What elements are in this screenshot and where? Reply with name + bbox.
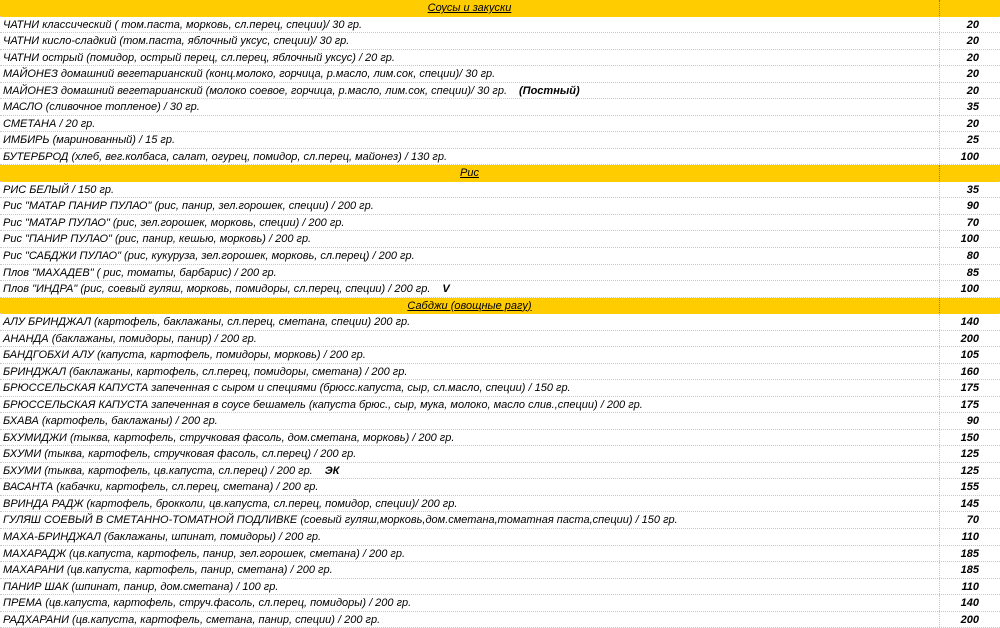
menu-item-price: 85 (966, 266, 979, 279)
section-price-cell (940, 165, 1000, 181)
menu-item-row (0, 66, 1000, 83)
menu-item-row (0, 512, 1000, 529)
menu-item-name: МАСЛО (сливочное топленое) / 30 гр. (3, 101, 200, 114)
menu-item-row (0, 546, 1000, 563)
section-header (0, 298, 1000, 315)
section-price-cell (940, 0, 1000, 16)
menu-item-price: 110 (961, 531, 979, 543)
menu-item-name: РАДХАРАНИ (цв.капуста, картофель, сметана, панир, специи) / 200 гр. (3, 613, 381, 626)
menu-item-name: БРЮССЕЛЬСКАЯ КАПУСТА запеченная с сыром и специями (брюсс.капуста, сыр, сл.масло, специи) / 150 гр. (3, 382, 571, 395)
menu-item-price: 175 (960, 382, 979, 395)
menu-item-price: 20 (966, 35, 979, 48)
menu-item-price: 20 (966, 117, 979, 130)
menu-item-price: 25 (966, 134, 979, 147)
menu-item-row (0, 364, 1000, 381)
menu-item-row (0, 231, 1000, 248)
menu-item-name: ГУЛЯШ СОЕВЫЙ В СМЕТАННО-ТОМАТНОЙ ПОДЛИВКЕ (соевый гуляш,морковь,дом.сметана,томатная паста,специи) / 150 гр. (3, 514, 678, 527)
menu-item-price: 20 (966, 18, 979, 31)
menu-item-row (0, 612, 1000, 628)
menu-item-price: 20 (966, 84, 979, 97)
menu-item-description (0, 579, 940, 595)
menu-item-row (0, 50, 1000, 67)
menu-item-name: МАХА-БРИНДЖАЛ (баклажаны, шпинат, помидоры) / 200 гр. (3, 531, 322, 543)
menu-item-description (0, 331, 940, 347)
menu-item-row (0, 149, 1000, 166)
menu-item-description (0, 281, 940, 297)
menu-item-description (0, 83, 940, 99)
menu-item-price: 175 (960, 398, 979, 411)
menu-item-row (0, 397, 1000, 414)
menu-item-price: 35 (966, 101, 979, 114)
menu-item-description (0, 231, 940, 247)
menu-item-row (0, 380, 1000, 397)
menu-item-description (0, 132, 940, 148)
menu-item-description (0, 612, 940, 628)
menu-item-price: 125 (960, 464, 979, 477)
menu-item-name: МАЙОНЕЗ домашний вегетарианский (молоко соевое, горчица, р.масло, лим.сок, специи)/ 30 гр. (3, 84, 508, 97)
menu-item-price: 70 (966, 514, 979, 527)
menu-item-description (0, 413, 940, 429)
menu-item-price: 155 (960, 481, 979, 494)
menu-item-name: РИС БЕЛЫЙ / 150 гр. (3, 183, 115, 196)
menu-item-description (0, 33, 940, 49)
menu-item-row (0, 529, 1000, 546)
menu-item-description (0, 50, 940, 66)
menu-item-name: БХАВА (картофель, баклажаны) / 200 гр. (3, 415, 218, 428)
menu-item-description (0, 248, 940, 264)
menu-item-row (0, 265, 1000, 282)
menu-item-description (0, 215, 940, 231)
menu-item-price: 200 (960, 613, 979, 626)
menu-item-description (0, 314, 940, 330)
menu-item-description (0, 463, 940, 479)
menu-item-row (0, 83, 1000, 100)
menu-item-description (0, 364, 940, 380)
menu-item-price: 185 (960, 564, 979, 577)
menu-item-name: АНАНДА (баклажаны, помидоры, панир) / 200 гр. (3, 332, 257, 345)
menu-item-row (0, 347, 1000, 364)
menu-item-description (0, 380, 940, 396)
menu-item-name: ВРИНДА РАДЖ (картофель, брокколи, цв.капуста, сл.перец, помидор, специи)/ 200 гр. (3, 497, 458, 510)
menu-item-description (0, 496, 940, 512)
menu-item-row (0, 182, 1000, 199)
menu-item-name: Рис "САБДЖИ ПУЛАО" (рис, кукуруза, зел.горошек, морковь, сл.перец) / 200 гр. (3, 249, 415, 262)
menu-item-name: БРИНДЖАЛ (баклажаны, картофель, сл.перец, помидоры, сметана) / 200 гр. (3, 365, 408, 378)
menu-item-row (0, 463, 1000, 480)
menu-item-price: 160 (960, 365, 979, 378)
menu-item-row (0, 99, 1000, 116)
menu-item-row (0, 215, 1000, 232)
menu-item-name: БАНДГОБХИ АЛУ (капуста, картофель, помидоры, морковь) / 200 гр. (3, 349, 366, 362)
section-title: Рис (0, 165, 940, 181)
menu-item-price: 90 (966, 415, 979, 428)
menu-item-row (0, 579, 1000, 596)
menu-item-price: 80 (966, 249, 979, 262)
menu-item-name: БХУМИ (тыква, картофель, цв.капуста, сл.перец) / 200 гр. (3, 464, 313, 477)
menu-item-price: 100 (960, 283, 979, 296)
menu-item-price: 35 (966, 183, 979, 196)
menu-item-price: 70 (966, 216, 979, 229)
menu-item-row (0, 331, 1000, 348)
menu-item-description (0, 397, 940, 413)
menu-item-price: 200 (960, 332, 979, 345)
menu-item-price: 105 (960, 349, 979, 362)
menu-item-row (0, 132, 1000, 149)
menu-item-description (0, 430, 940, 446)
menu-item-name: ЧАТНИ кисло-сладкий (том.паста, яблочный уксус, специи)/ 30 гр. (3, 35, 350, 48)
menu-item-description (0, 66, 940, 82)
menu-item-description (0, 182, 940, 198)
menu-item-name: ПРЕМА (цв.капуста, картофель, струч.фасоль, сл.перец, помидоры) / 200 гр. (3, 597, 412, 610)
menu-item-description (0, 546, 940, 562)
menu-item-description (0, 479, 940, 495)
menu-item-name: ВАСАНТА (кабачки, картофель, сл.перец, сметана) / 200 гр. (3, 481, 319, 494)
section-price-cell (940, 298, 1000, 314)
menu-item-price: 20 (966, 68, 979, 81)
menu-item-description (0, 198, 940, 214)
menu-item-name: БРЮССЕЛЬСКАЯ КАПУСТА запеченная в соусе бешамель (капуста брюс., сыр, мука, молоко, масло слив.,специи) / 200 гр. (3, 398, 643, 411)
menu-item-name: ПАНИР ШАК (шпинат, панир, дом.сметана) / 100 гр. (3, 580, 279, 593)
section-header (0, 165, 1000, 182)
menu-item-price: 110 (961, 580, 979, 593)
menu-item-name: МАХАРАДЖ (цв.капуста, картофель, панир, зел.горошек, сметана) / 200 гр. (3, 547, 405, 560)
menu-item-description (0, 562, 940, 578)
menu-item-tag: (Постный) (519, 84, 580, 97)
menu-item-price: 125 (960, 448, 979, 461)
menu-item-row (0, 17, 1000, 34)
menu-item-description (0, 149, 940, 165)
menu-item-name: Рис "МАТАР ПУЛАО" (рис, зел.горошек, морковь, специи) / 200 гр. (3, 216, 345, 229)
menu-item-price: 100 (960, 233, 979, 246)
menu-item-name: ЧАТНИ острый (помидор, острый перец, сл.перец, яблочный уксус) / 20 гр. (3, 51, 395, 64)
menu-item-description (0, 512, 940, 528)
menu-item-row (0, 446, 1000, 463)
menu-item-price: 185 (960, 547, 979, 560)
menu-item-name: Рис "МАТАР ПАНИР ПУЛАО" (рис, панир, зел.горошек, специи) / 200 гр. (3, 200, 374, 213)
menu-item-description (0, 265, 940, 281)
menu-item-row (0, 595, 1000, 612)
menu-item-row (0, 281, 1000, 298)
section-title: Сабджи (овощные рагу) (0, 298, 940, 314)
menu-item-row (0, 479, 1000, 496)
menu-item-tag: V (442, 283, 450, 296)
menu-item-row (0, 314, 1000, 331)
menu-item-description (0, 529, 940, 545)
menu-item-description (0, 17, 940, 33)
menu-item-name: МАЙОНЕЗ домашний вегетарианский (конц.молоко, горчица, р.масло, лим.сок, специи)/ 30 гр. (3, 68, 496, 81)
menu-item-description (0, 595, 940, 611)
menu-item-description (0, 116, 940, 132)
menu-item-price: 140 (960, 597, 979, 610)
menu-item-name: Плов "ИНДРА" (рис, соевый гуляш, морковь, помидоры, сл.перец, специи) / 200 гр. (3, 283, 431, 296)
menu-item-row (0, 430, 1000, 447)
menu-item-name: Рис "ПАНИР ПУЛАО" (рис, панир, кешью, морковь) / 200 гр. (3, 233, 312, 246)
menu-item-name: Плов "МАХАДЕВ" ( рис, томаты, барбарис) / 200 гр. (3, 266, 277, 279)
menu-item-name: ИМБИРЬ (маринованный) / 15 гр. (3, 134, 175, 147)
menu-item-price: 145 (960, 497, 979, 510)
menu-item-name: ЧАТНИ классический ( том.паста, морковь, сл.перец, специи)/ 30 гр. (3, 18, 363, 31)
menu-item-row (0, 248, 1000, 265)
menu-item-price: 90 (966, 200, 979, 213)
menu-item-name: МАХАРАНИ (цв.капуста, картофель, панир, сметана) / 200 гр. (3, 564, 333, 577)
section-title: Соусы и закуски (0, 0, 940, 16)
menu-item-row (0, 562, 1000, 579)
menu-item-description (0, 99, 940, 115)
menu-item-row (0, 33, 1000, 50)
menu-item-description (0, 347, 940, 363)
menu-item-row (0, 496, 1000, 513)
menu-item-tag: ЭК (324, 464, 340, 477)
menu-item-price: 100 (960, 150, 979, 163)
menu-item-name: БУТЕРБРОД (хлеб, вег.колбаса, салат, огурец, помидор, сл.перец, майонез) / 130 гр. (3, 150, 448, 163)
menu-item-price: 150 (960, 431, 979, 444)
menu-item-name: АЛУ БРИНДЖАЛ (картофель, баклажаны, сл.перец, сметана, специи) 200 гр. (3, 316, 411, 329)
menu-item-row (0, 116, 1000, 133)
menu-item-row (0, 198, 1000, 215)
section-header (0, 0, 1000, 17)
menu-item-name: БХУМИДЖИ (тыква, картофель, стручковая фасоль, дом.сметана, морковь) / 200 гр. (3, 431, 455, 444)
menu-item-name: СМЕТАНА / 20 гр. (3, 117, 96, 130)
menu-item-price: 20 (966, 51, 979, 64)
menu-item-price: 140 (960, 316, 979, 329)
menu-item-row (0, 413, 1000, 430)
menu-item-description (0, 446, 940, 462)
menu-item-name: БХУМИ (тыква, картофель, стручковая фасоль, сл.перец) / 200 гр. (3, 448, 357, 461)
